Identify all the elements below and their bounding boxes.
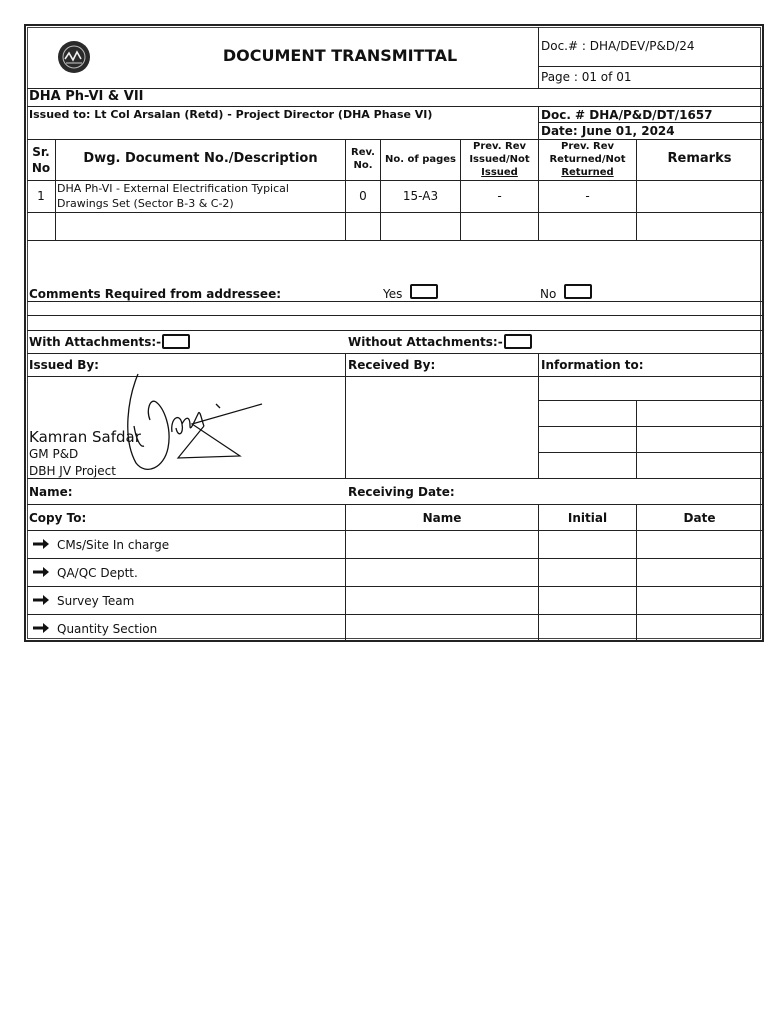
page-number: Page : 01 of 01 — [541, 70, 632, 84]
issued-to: Issued to: Lt Col Arsalan (Retd) - Project Director (DHA Phase VI) — [29, 108, 433, 121]
col-header-sr: Sr. — [32, 145, 50, 159]
comments-no-checkbox[interactable] — [564, 284, 592, 299]
row-sr: 1 — [37, 189, 45, 203]
divider — [27, 240, 762, 241]
copy-to-item: CMs/Site In charge — [57, 538, 170, 552]
copy-to-label: Copy To: — [29, 511, 87, 525]
col-header-prev-issued: Issued — [481, 167, 518, 178]
information-to-label: Information to: — [541, 358, 644, 372]
divider — [27, 353, 762, 354]
document-number: Doc. # DHA/P&D/DT/1657 — [541, 108, 713, 122]
col-header-prev-issued: Prev. Rev — [472, 141, 527, 152]
with-attachments-checkbox[interactable] — [162, 334, 190, 349]
project-name: DHA Ph-VI & VII — [29, 89, 144, 104]
signature — [120, 368, 270, 478]
divider — [538, 426, 762, 427]
divider — [538, 452, 762, 453]
doc-reference: Doc.# : DHA/DEV/P&D/24 — [541, 39, 695, 53]
divider — [538, 27, 539, 89]
copy-to-col-date: Date — [683, 511, 716, 525]
divider — [27, 180, 762, 181]
document-date: Date: June 01, 2024 — [541, 124, 675, 138]
comments-no-label: No — [540, 287, 557, 301]
divider — [27, 586, 762, 587]
received-by-label: Received By: — [348, 358, 436, 372]
without-attachments-checkbox[interactable] — [504, 334, 532, 349]
copy-to-item: Survey Team — [57, 594, 135, 608]
col-header-prev-returned: Prev. Rev — [560, 141, 615, 152]
comments-yes-checkbox[interactable] — [410, 284, 438, 299]
col-header-rev-no: No. — [353, 160, 373, 171]
name-label: Name: — [29, 485, 73, 499]
divider — [27, 478, 762, 479]
company-logo — [56, 29, 92, 85]
comments-label: Comments Required from addressee: — [29, 287, 282, 301]
row-description: DHA Ph-VI - External Electrification Typical — [57, 182, 289, 195]
divider — [27, 504, 762, 505]
col-header-sr-no: No — [31, 161, 51, 175]
col-header-prev-returned: Returned — [561, 167, 614, 178]
divider — [27, 530, 762, 531]
divider — [27, 558, 762, 559]
col-header-remarks: Remarks — [667, 151, 732, 166]
divider — [538, 122, 762, 123]
divider — [27, 315, 762, 316]
divider — [27, 139, 762, 140]
receiving-date-label: Receiving Date: — [348, 485, 455, 499]
row-prev-issued: - — [497, 189, 502, 203]
divider — [27, 614, 762, 615]
col-header-rev: Rev. — [351, 147, 375, 158]
arrow-right-icon — [33, 623, 49, 633]
copy-to-col-initial: Initial — [567, 511, 608, 525]
divider — [538, 400, 762, 401]
divider — [538, 66, 762, 67]
signatory-title: GM P&D — [29, 447, 79, 461]
copy-to-item: QA/QC Deptt. — [57, 566, 138, 580]
arrow-right-icon — [33, 539, 49, 549]
row-description: Drawings Set (Sector B-3 & C-2) — [57, 197, 234, 210]
divider — [27, 106, 762, 107]
signatory-name: Kamran Safdar — [29, 428, 141, 446]
copy-to-col-name: Name — [422, 511, 462, 525]
divider — [27, 212, 762, 213]
col-header-pages: No. of pages — [384, 154, 457, 165]
comments-yes-label: Yes — [383, 287, 403, 301]
divider — [636, 400, 637, 479]
with-attachments-label: With Attachments:- — [29, 335, 162, 349]
without-attachments-label: Without Attachments:- — [348, 335, 503, 349]
divider — [538, 353, 539, 479]
divider — [27, 301, 762, 302]
document-title: DOCUMENT TRANSMITTAL — [222, 46, 458, 65]
arrow-right-icon — [33, 595, 49, 605]
col-header-description: Dwg. Document No./Description — [83, 151, 318, 166]
col-header-prev-issued: Issued/Not — [469, 154, 530, 165]
row-prev-returned: - — [585, 189, 590, 203]
signatory-organization: DBH JV Project — [29, 464, 116, 478]
divider — [27, 330, 762, 331]
col-header-prev-returned: Returned/Not — [549, 154, 626, 165]
issued-by-label: Issued By: — [29, 358, 99, 372]
row-pages: 15-A3 — [402, 189, 439, 203]
row-rev: 0 — [359, 189, 367, 203]
divider — [345, 353, 346, 479]
arrow-right-icon — [33, 567, 49, 577]
copy-to-item: Quantity Section — [57, 622, 158, 636]
